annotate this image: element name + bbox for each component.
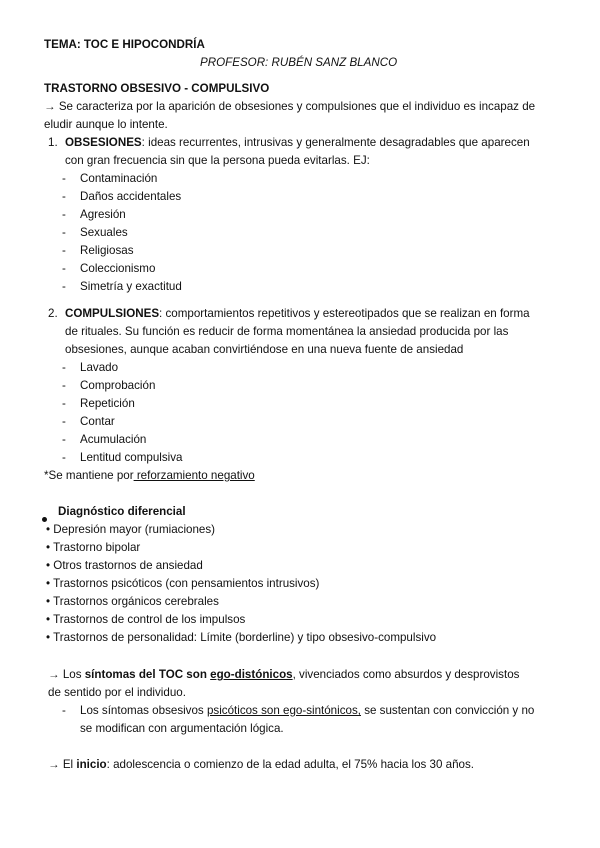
bullet-dot-icon [42, 510, 47, 515]
inicio-term: inicio [76, 758, 107, 771]
sintomas-sub-line-1 [80, 702, 534, 720]
document-title: TEMA: TOC E HIPOCONDRÍA [44, 38, 205, 51]
diagnostico-item [46, 593, 219, 611]
bullet-mark: • [46, 577, 51, 590]
obsesion-item: Daños accidentales [80, 190, 182, 203]
obsesion-item: Agresión [80, 208, 126, 221]
diagnostico-item [46, 611, 245, 629]
obsesion-item: Religiosas [80, 244, 134, 257]
list-dash: - [62, 433, 66, 446]
compulsiones-line-2: de rituales. Su función es reducir de forma momentánea la ansiedad producida por las [65, 325, 509, 338]
sintomas-rest: , vivenciados como absurdos y desprovistos [292, 668, 520, 681]
obsesiones-line-1 [65, 134, 530, 152]
sintomas-sub-line-2: se modifican con argumentación lógica. [80, 722, 284, 735]
intro-line-2: eludir aunque lo intente. [44, 118, 168, 131]
obsesion-item: Simetría y exactitud [80, 280, 182, 293]
compulsion-item: Lentitud compulsiva [80, 451, 183, 464]
ego-distonicos-term: ego-distónicos [210, 668, 293, 681]
list-dash: - [62, 415, 66, 428]
bullet-mark: • [46, 541, 51, 554]
reinforcement-note [44, 467, 255, 485]
obsesiones-definition: : ideas recurrentes, intrusivas y generalmente desagradables que aparecen [141, 136, 530, 149]
list-dash: - [62, 280, 66, 293]
note-underlined: reforzamiento negativo [133, 469, 255, 482]
compulsiones-line-3: obsesiones, aunque acaban convirtiéndose en una nueva fuente de ansiedad [65, 343, 464, 356]
diagnostico-item [46, 629, 436, 647]
diagnostico-heading: Diagnóstico diferencial [58, 505, 186, 518]
list-dash: - [62, 704, 66, 717]
inicio-rest: : adolescencia o comienzo de la edad adulta, el 75% hacia los 30 años. [106, 758, 475, 771]
sub-prefix: Los síntomas obsesivos [80, 704, 207, 717]
sintomas-line-1 [48, 666, 519, 684]
sub-rest: se sustentan con convicción y no [360, 704, 535, 717]
obsesion-item: Coleccionismo [80, 262, 156, 275]
list-dash: - [62, 190, 66, 203]
obsesion-item: Sexuales [80, 226, 128, 239]
list-dash: - [62, 226, 66, 239]
compulsiones-term: COMPULSIONES [65, 307, 160, 320]
list-dash: - [62, 451, 66, 464]
list-dash: - [62, 262, 66, 275]
diagnostico-item-text: Trastorno bipolar [53, 541, 141, 554]
compulsion-item: Repetición [80, 397, 135, 410]
diagnostico-item [46, 575, 319, 593]
sintomas-line-2: de sentido por el individuo. [48, 686, 186, 699]
list-dash: - [62, 208, 66, 221]
compulsiones-definition: : comportamientos repetitivos y estereotipados que se realizan en forma [159, 307, 530, 320]
list-dash: - [62, 244, 66, 257]
diagnostico-item-text: Trastornos orgánicos cerebrales [53, 595, 219, 608]
note-prefix: *Se mantiene por [44, 469, 134, 482]
bullet-mark: • [46, 613, 51, 626]
bullet-mark: • [46, 559, 51, 572]
diagnostico-item-text: Trastornos de control de los impulsos [53, 613, 246, 626]
professor-line: PROFESOR: RUBÉN SANZ BLANCO [200, 56, 398, 69]
sintomas-arrow: → Los [48, 668, 85, 681]
inicio-arrow: → El [48, 758, 77, 771]
inicio-line [48, 756, 474, 774]
obsesiones-line-2: con gran frecuencia sin que la persona pueda evitarlas. EJ: [65, 154, 370, 167]
ego-sintonicos-term: psicóticos son ego-sintónicos, [206, 704, 361, 717]
compulsion-item: Acumulación [80, 433, 147, 446]
compulsion-item: Comprobación [80, 379, 156, 392]
diagnostico-item [46, 521, 215, 539]
section-heading: TRASTORNO OBSESIVO - COMPULSIVO [44, 82, 270, 95]
bullet-mark: • [46, 631, 51, 644]
compulsiones-line-1 [65, 305, 530, 323]
compulsiones-number: 2. [48, 307, 58, 320]
sintomas-bold: síntomas del TOC son [84, 668, 207, 681]
list-dash: - [62, 361, 66, 374]
compulsion-item: Contar [80, 415, 115, 428]
list-dash: - [62, 172, 66, 185]
diagnostico-item [46, 557, 203, 575]
intro-line-1: → Se caracteriza por la aparición de obsesiones y compulsiones que el individuo es incapaz de [44, 100, 536, 113]
compulsion-item: Lavado [80, 361, 119, 374]
obsesiones-term: OBSESIONES [65, 136, 142, 149]
list-dash: - [62, 379, 66, 392]
obsesion-item: Contaminación [80, 172, 158, 185]
diagnostico-item-text: Depresión mayor (rumiaciones) [53, 523, 216, 536]
diagnostico-item-text: Trastornos de personalidad: Límite (borderline) y tipo obsesivo-compulsivo [53, 631, 437, 644]
diagnostico-item [46, 539, 140, 557]
diagnostico-item-text: Otros trastornos de ansiedad [53, 559, 203, 572]
diagnostico-item-text: Trastornos psicóticos (con pensamientos intrusivos) [53, 577, 320, 590]
bullet-mark: • [46, 595, 51, 608]
obsesiones-number: 1. [48, 136, 58, 149]
bullet-mark: • [46, 523, 51, 536]
list-dash: - [62, 397, 66, 410]
